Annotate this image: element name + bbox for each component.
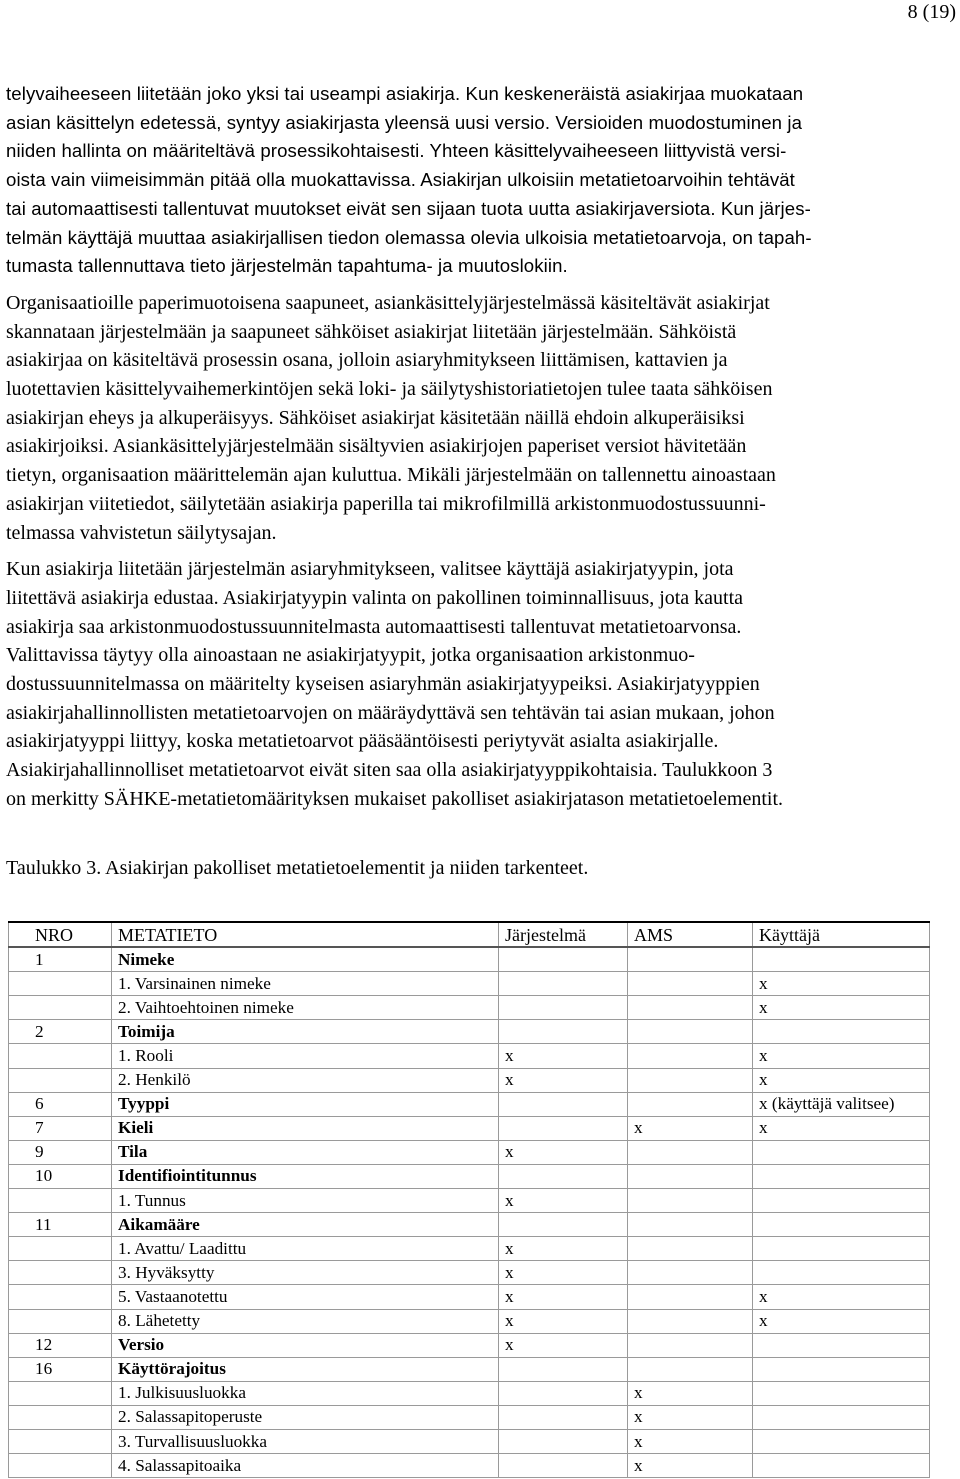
cell-metatieto: 8. Lähetetty (112, 1309, 499, 1333)
table-row (9, 972, 930, 996)
table-row (9, 1068, 930, 1092)
cell-jarjestelma (499, 1213, 628, 1237)
text-line: telmassa vahvistetun säilytysajan. (6, 521, 277, 544)
cell-metatieto: 3. Hyväksytty (112, 1261, 499, 1285)
cell-metatieto: 2. Vaihtoehtoinen nimeke (112, 996, 499, 1020)
cell-ams (628, 1237, 753, 1261)
cell-nro: 1 (9, 947, 112, 972)
cell-kayttaja (753, 1213, 930, 1237)
cell-metatieto: Identifiointitunnus (112, 1164, 499, 1188)
text-line: on merkitty SÄHKE-metatietomäärityksen mukaiset pakolliset asiakirjatason metatietoelementit. (6, 787, 784, 810)
cell-ams (628, 1044, 753, 1068)
cell-metatieto: Tyyppi (112, 1092, 499, 1116)
cell-metatieto: Nimeke (112, 947, 499, 972)
table-row (9, 947, 930, 972)
cell-jarjestelma: x (499, 1261, 628, 1285)
table-row (9, 1164, 930, 1188)
table-header-row (9, 922, 930, 947)
cell-kayttaja: x (753, 1068, 930, 1092)
cell-jarjestelma: x (499, 1309, 628, 1333)
cell-nro: 9 (9, 1140, 112, 1164)
text-line: tai automaattisesti tallentuvat muutokset eivät sen sijaan tuota uutta asiakirjaversiota. Kun järjes- (6, 197, 811, 219)
cell-kayttaja: x (753, 1309, 930, 1333)
cell-kayttaja: x (753, 996, 930, 1020)
cell-nro (9, 1068, 112, 1092)
cell-nro: 10 (9, 1164, 112, 1188)
text-line: asian käsittelyn edetessä, syntyy asiakirjasta yleensä uusi versio. Versioiden muodostuminen ja (6, 111, 803, 133)
text-line: tumasta tallennuttava tieto järjestelmän tapahtuma- ja muutoslokiin. (6, 255, 568, 277)
table-row (9, 1333, 930, 1357)
cell-kayttaja (753, 1189, 930, 1213)
text-line: asiakirjaa on käsiteltävä prosessin osana, jolloin asiaryhmitykseen liittämisen, kattavien ja (6, 349, 728, 372)
cell-jarjestelma (499, 1116, 628, 1140)
header-jarjestelma: Järjestelmä (499, 922, 628, 947)
table-row (9, 1116, 930, 1140)
cell-nro: 11 (9, 1213, 112, 1237)
text-line: asiakirjan viitetiedot, säilytetään asiakirja paperilla tai mikrofilmillä arkistonmuodostussuunni- (6, 492, 766, 515)
cell-kayttaja: x (753, 1285, 930, 1309)
document-body (6, 80, 956, 882)
paragraph-document-type (6, 555, 956, 813)
cell-ams (628, 947, 753, 972)
text-line: dostussuunnitelmassa on määritelty kyseisen asiaryhmän asiakirjatyypeiksi. Asiakirjatyyppien (6, 673, 760, 696)
cell-nro (9, 1405, 112, 1429)
table-row (9, 1237, 930, 1261)
text-line: asiakirjan eheys ja alkuperäisyys. Sähköiset asiakirjat käsitetään näillä ehdoin alkuperäisiksi (6, 406, 745, 429)
cell-jarjestelma: x (499, 1285, 628, 1309)
cell-ams: x (628, 1116, 753, 1140)
cell-metatieto: 1. Varsinainen nimeke (112, 972, 499, 996)
cell-metatieto: 1. Rooli (112, 1044, 499, 1068)
cell-metatieto: Versio (112, 1333, 499, 1357)
cell-metatieto: Tila (112, 1140, 499, 1164)
text-line: Valittavissa täytyy olla ainoastaan ne asiakirjatyypit, jotka organisaation arkistonmuo- (6, 644, 695, 667)
table-row (9, 996, 930, 1020)
cell-kayttaja (753, 1454, 930, 1478)
cell-nro (9, 1381, 112, 1405)
paragraph-versions (6, 80, 956, 281)
cell-nro: 7 (9, 1116, 112, 1140)
cell-nro (9, 1189, 112, 1213)
cell-ams: x (628, 1381, 753, 1405)
cell-nro (9, 996, 112, 1020)
cell-ams (628, 1092, 753, 1116)
cell-kayttaja (753, 1333, 930, 1357)
table-row (9, 1429, 930, 1453)
cell-kayttaja (753, 1261, 930, 1285)
header-kayttaja: Käyttäjä (753, 922, 930, 947)
cell-kayttaja (753, 1237, 930, 1261)
text-line: telyvaiheeseen liitetään joko yksi tai useampi asiakirja. Kun keskeneräistä asiakirjaa muokataan (6, 83, 804, 104)
cell-nro: 6 (9, 1092, 112, 1116)
cell-kayttaja: x (753, 1044, 930, 1068)
cell-nro (9, 1044, 112, 1068)
cell-kayttaja: x (753, 972, 930, 996)
cell-metatieto: 5. Vastaanotettu (112, 1285, 499, 1309)
cell-ams (628, 1020, 753, 1044)
cell-ams (628, 1213, 753, 1237)
text-line: tietyn, organisaation määrittelemän ajan kuluttua. Mikäli järjestelmään on tallennettu ainoastaan (6, 464, 776, 487)
header-ams: AMS (628, 922, 753, 947)
text-line: Organisaatioille paperimuotoisena saapuneet, asiankäsittelyjärjestelmässä käsiteltävät asiakirjat (6, 291, 770, 314)
cell-ams (628, 1309, 753, 1333)
cell-jarjestelma (499, 1092, 628, 1116)
cell-kayttaja (753, 1020, 930, 1044)
cell-nro (9, 1309, 112, 1333)
table-row (9, 1454, 930, 1478)
cell-metatieto: 2. Henkilö (112, 1068, 499, 1092)
cell-metatieto: 3. Turvallisuusluokka (112, 1429, 499, 1453)
cell-metatieto: 4. Salassapitoaika (112, 1454, 499, 1478)
cell-metatieto: 1. Tunnus (112, 1189, 499, 1213)
cell-ams (628, 1357, 753, 1381)
cell-jarjestelma (499, 1357, 628, 1381)
text-line: liitettävä asiakirja edustaa. Asiakirjatyypin valinta on pakollinen toiminnallisuus, jota kautta (6, 586, 744, 609)
text-line: skannataan järjestelmään ja saapuneet sähköiset asiakirjat liitetään järjestelmään. Sähköistä (6, 320, 737, 343)
cell-ams (628, 1068, 753, 1092)
cell-ams (628, 1189, 753, 1213)
cell-jarjestelma (499, 1164, 628, 1188)
cell-ams (628, 1164, 753, 1188)
table-row (9, 1044, 930, 1068)
header-nro: NRO (9, 922, 112, 947)
cell-ams (628, 996, 753, 1020)
cell-ams: x (628, 1429, 753, 1453)
text-line: asiakirjahallinnollisten metatietoarvojen on määräydyttävä sen tehtävän tai asian mukaan, johon (6, 701, 775, 724)
page-number: 8 (19) (907, 1, 956, 23)
cell-ams (628, 1140, 753, 1164)
cell-jarjestelma: x (499, 1333, 628, 1357)
cell-jarjestelma (499, 972, 628, 996)
cell-ams (628, 1285, 753, 1309)
metadata-table (8, 921, 930, 1478)
text-line: Asiakirjahallinnolliset metatietoarvot eivät siten saa olla asiakirjatyyppikohtaisia. Taulukkoon 3 (6, 759, 773, 782)
cell-metatieto: 1. Avattu/ Laadittu (112, 1237, 499, 1261)
cell-nro (9, 1285, 112, 1309)
table-row (9, 1309, 930, 1333)
cell-jarjestelma: x (499, 1044, 628, 1068)
table-row (9, 1213, 930, 1237)
table-row (9, 1357, 930, 1381)
cell-jarjestelma (499, 1429, 628, 1453)
cell-kayttaja: x (käyttäjä valitsee) (753, 1092, 930, 1116)
table-row (9, 1405, 930, 1429)
text-line: asiakirja saa arkistonmuodostussuunnitelmasta automaattisesti tallentuvat metatietoarvonsa. (6, 615, 742, 638)
text-line: niiden hallinta on määriteltävä prosessikohtaisesti. Yhteen käsittelyvaiheeseen liittyvistä versi- (6, 140, 787, 162)
table-row (9, 1020, 930, 1044)
text-line: asiakirjoiksi. Asiankäsittelyjärjestelmään sisältyvien asiakirjojen paperiset versiot hävitetään (6, 435, 747, 458)
text-line: telmän käyttäjä muuttaa asiakirjallisen tiedon olemassa olevia ulkoisia metatietoarvoja, on tapah- (6, 226, 812, 248)
cell-ams (628, 1261, 753, 1285)
cell-metatieto: Käyttörajoitus (112, 1357, 499, 1381)
paragraph-scanning (6, 289, 956, 547)
table-row (9, 1189, 930, 1213)
table-row (9, 1261, 930, 1285)
cell-jarjestelma: x (499, 1140, 628, 1164)
cell-nro (9, 1237, 112, 1261)
table-row (9, 1285, 930, 1309)
header-metatieto: METATIETO (112, 922, 499, 947)
cell-jarjestelma (499, 947, 628, 972)
cell-ams: x (628, 1405, 753, 1429)
cell-jarjestelma (499, 1381, 628, 1405)
table-row (9, 1140, 930, 1164)
cell-kayttaja (753, 1405, 930, 1429)
cell-nro (9, 972, 112, 996)
cell-nro (9, 1429, 112, 1453)
cell-jarjestelma (499, 1454, 628, 1478)
cell-jarjestelma: x (499, 1237, 628, 1261)
cell-metatieto: 2. Salassapitoperuste (112, 1405, 499, 1429)
cell-ams: x (628, 1454, 753, 1478)
cell-metatieto: 1. Julkisuusluokka (112, 1381, 499, 1405)
cell-kayttaja (753, 1357, 930, 1381)
cell-kayttaja (753, 1140, 930, 1164)
cell-kayttaja (753, 1381, 930, 1405)
cell-ams (628, 1333, 753, 1357)
cell-jarjestelma (499, 1405, 628, 1429)
cell-kayttaja (753, 947, 930, 972)
cell-kayttaja (753, 1164, 930, 1188)
cell-kayttaja (753, 1429, 930, 1453)
text-line: asiakirjatyyppi liittyy, koska metatietoarvot pääsääntöisesti periytyvät asialta asiakirjalle. (6, 730, 719, 753)
text-line: luotettavien käsittelyvaihemerkintöjen sekä loki- ja säilytyshistoriatietojen tulee taata sähköisen (6, 378, 773, 401)
cell-nro: 12 (9, 1333, 112, 1357)
cell-nro: 16 (9, 1357, 112, 1381)
cell-metatieto: Aikamääre (112, 1213, 499, 1237)
table-caption: Taulukko 3. Asiakirjan pakolliset metatietoelementit ja niiden tarkenteet. (6, 856, 589, 879)
cell-nro (9, 1261, 112, 1285)
cell-nro: 2 (9, 1020, 112, 1044)
cell-ams (628, 972, 753, 996)
table-row (9, 1092, 930, 1116)
cell-kayttaja: x (753, 1116, 930, 1140)
cell-jarjestelma: x (499, 1068, 628, 1092)
table-row (9, 1381, 930, 1405)
cell-metatieto: Kieli (112, 1116, 499, 1140)
cell-metatieto: Toimija (112, 1020, 499, 1044)
text-line: Kun asiakirja liitetään järjestelmän asiaryhmitykseen, valitsee käyttäjä asiakirjatyypin, jota (6, 558, 734, 581)
text-line: oista vain viimeisimmän pitää olla muokattavissa. Asiakirjan ulkoisiin metatietoarvoihin tehtävät (6, 169, 795, 191)
cell-nro (9, 1454, 112, 1478)
cell-jarjestelma (499, 996, 628, 1020)
cell-jarjestelma: x (499, 1189, 628, 1213)
cell-jarjestelma (499, 1020, 628, 1044)
